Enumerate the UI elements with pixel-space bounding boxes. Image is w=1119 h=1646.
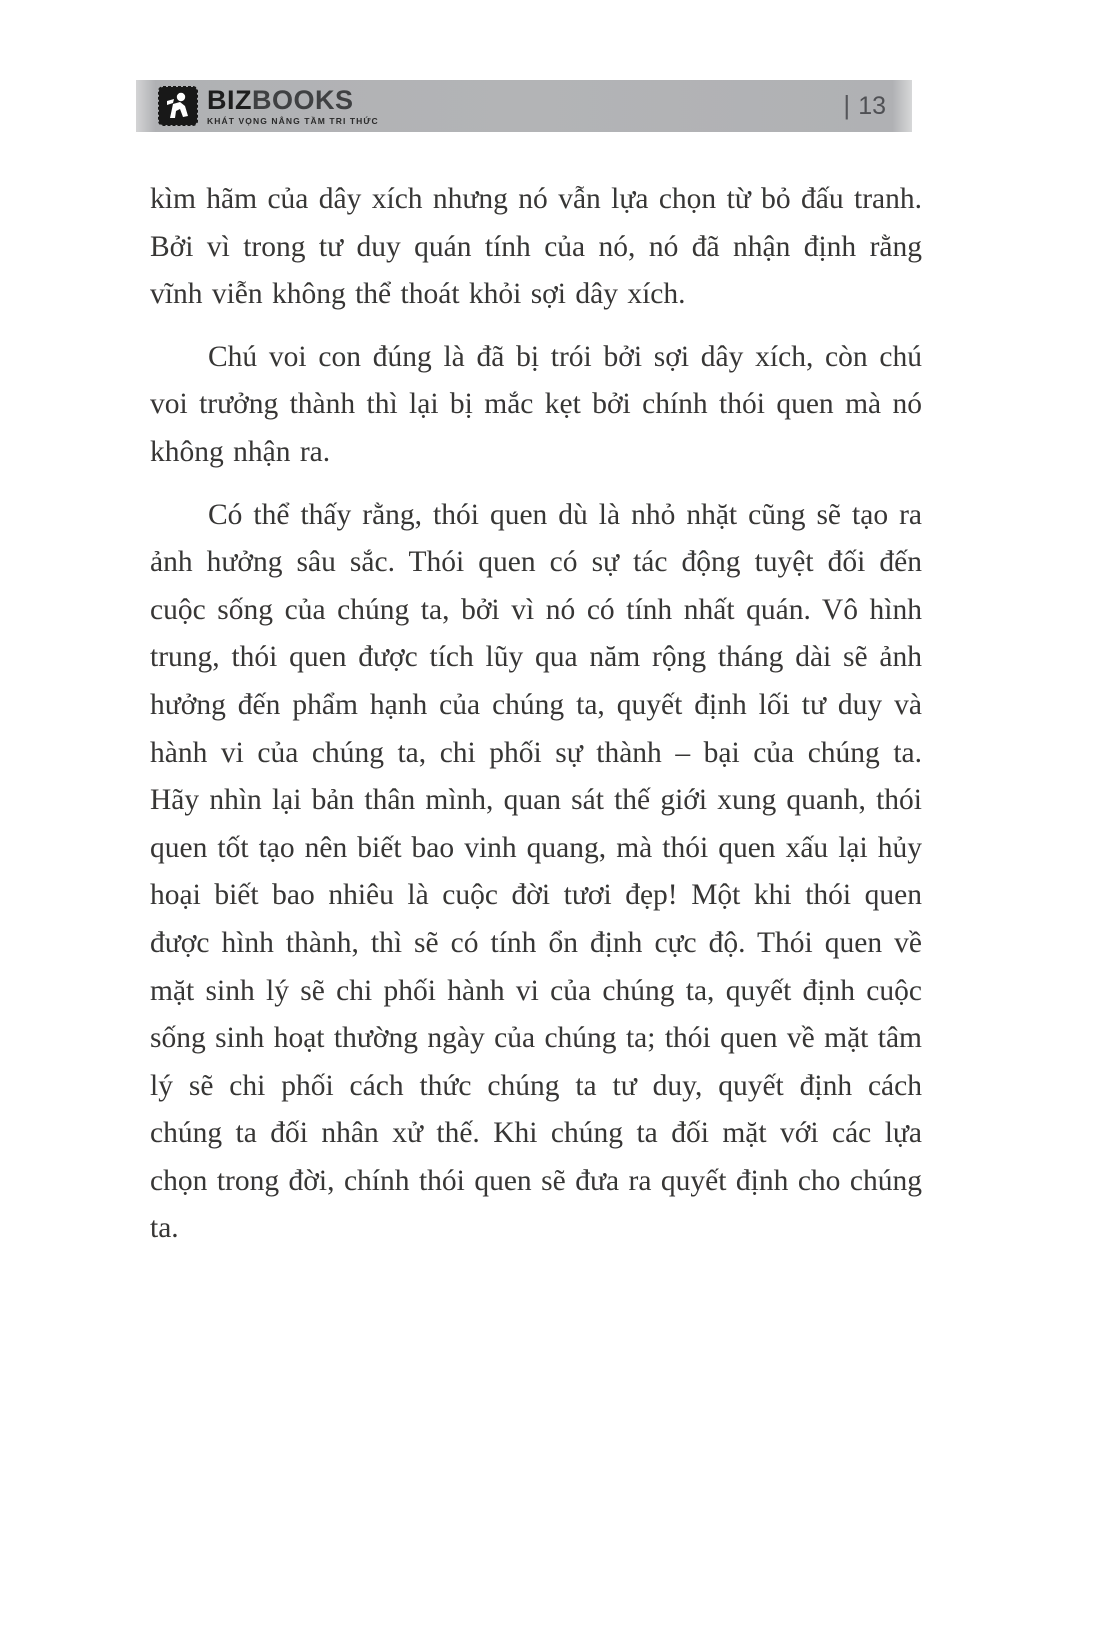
paragraph: Có thể thấy rằng, thói quen dù là nhỏ nhặt cũng sẽ tạo ra ảnh hưởng sâu sắc. Thói quen có sự tác động tuyệt đối đến cuộc sống của chúng ta, bởi vì nó có tính nhất quán. Vô hình trung, thói quen được tích lũy qua năm rộng tháng dài sẽ ảnh hưởng đến phẩm hạnh của chúng ta, quyết định lối tư duy và hành vi của chúng ta, chi phối sự thành – bại của chúng ta. Hãy nhìn lại bản thân mình, quan sát thế giới xung quanh, thói quen tốt tạo nên biết bao vinh quang, mà thói quen xấu lại hủy hoại biết bao nhiêu là cuộc đời tươi đẹp! Một khi thói quen được hình thành, thì sẽ có tính ổn định cực độ. Thói quen về mặt sinh lý sẽ chi phối hành vi của chúng ta, quyết định cuộc sống sinh hoạt thường ngày của chúng ta; thói quen về mặt tâm lý sẽ chi phối cách thức chúng ta tư duy, quyết định cách chúng ta đối nhân xử thế. Khi chúng ta đối mặt với các lựa chọn trong đời, chính thói quen sẽ đưa ra quyết định cho chúng ta. — [150, 498, 922, 1245]
brand-tagline: KHÁT VỌNG NÂNG TẦM TRI THỨC — [207, 115, 379, 126]
publisher-logo — [158, 86, 379, 126]
brand-biz: BIZ — [207, 84, 252, 115]
page-number-group — [843, 91, 886, 122]
header-band — [136, 80, 912, 132]
page-number: 13 — [858, 91, 886, 120]
paragraph: Chú voi con đúng là đã bị trói bởi sợi dây xích, còn chú voi trưởng thành thì lại bị mắc kẹt bởi chính thói quen mà nó không nhận ra. — [150, 340, 922, 468]
bizbooks-stamp-icon — [158, 86, 198, 126]
brand-books: BOOKS — [252, 84, 354, 115]
paragraph: kìm hãm của dây xích nhưng nó vẫn lựa chọn từ bỏ đấu tranh. Bởi vì trong tư duy quán tính của nó, nó đã nhận định rằng vĩnh viễn không thể thoát khỏi sợi dây xích. — [150, 183, 922, 311]
brand-name — [207, 84, 379, 115]
brand-text — [207, 84, 379, 126]
body-text — [150, 176, 922, 1268]
page-number-separator: | — [843, 89, 851, 120]
